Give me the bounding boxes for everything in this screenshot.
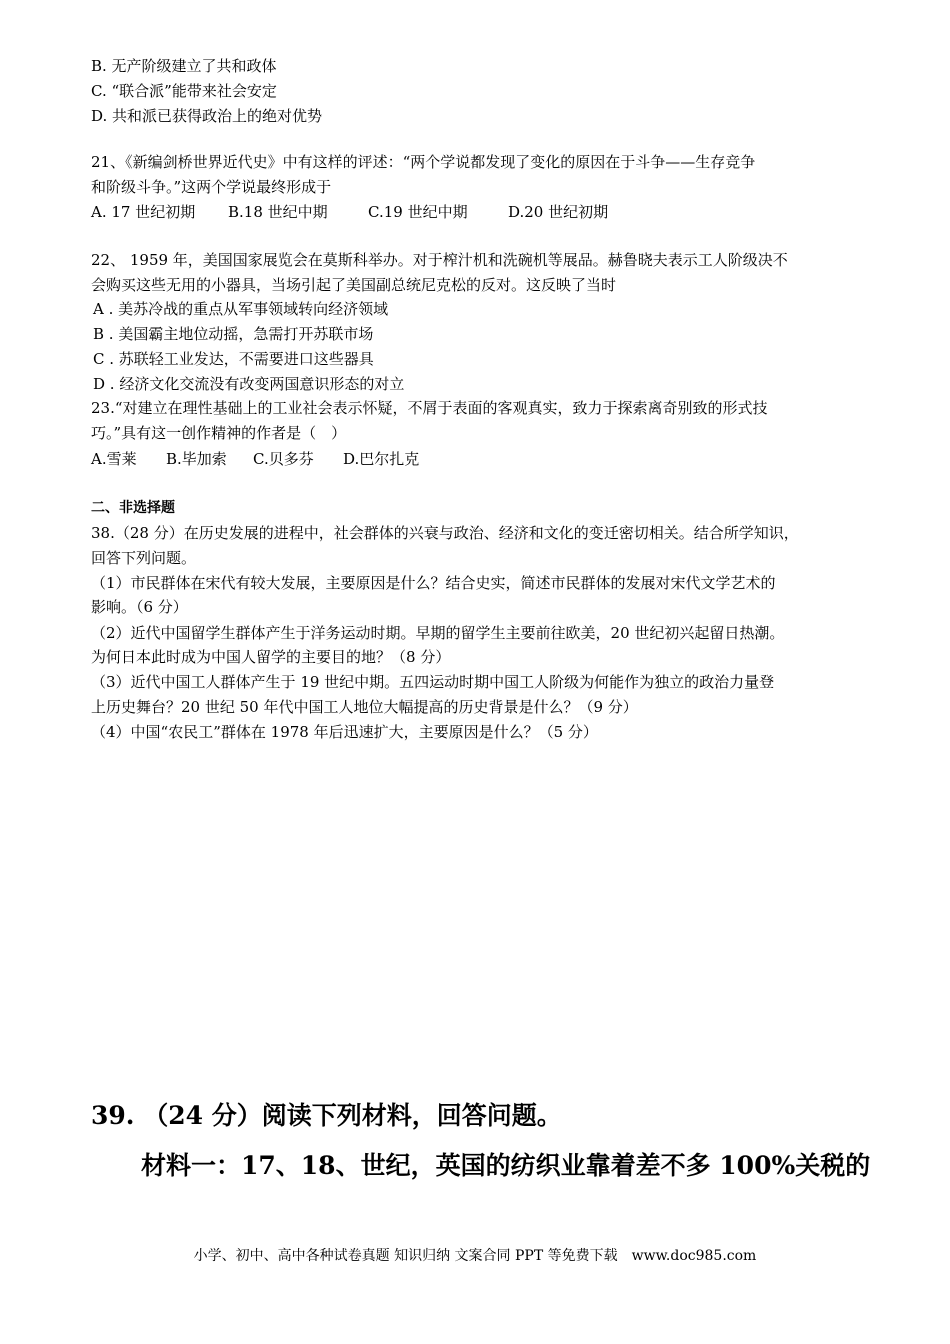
q38-part4-line1: （4）中国“农民工”群体在 1978 年后迅速扩大，主要原因是什么？（5 分） [91,723,598,741]
q20-option-b: B. 无产阶级建立了共和政体 [91,57,277,75]
q23-stem-line2: 巧。”具有这一创作精神的作者是（ ） [91,424,347,442]
q23-stem-line1: 23.“对建立在理性基础上的工业社会表示怀疑，不屑于表面的客观真实，致力于探索离奇别致的形式技 [91,399,768,417]
q21-stem-line1: 21、《新编剑桥世界近代史》中有这样的评述：“两个学说都发现了变化的原因在于斗争——生存竞争 [91,153,756,171]
q22-stem-line1: 22、 1959 年，美国国家展览会在莫斯科举办。对于榨汁机和洗碗机等展品。赫鲁晓夫表示工人阶级决不 [91,251,788,269]
q21-stem-line2: 和阶级斗争。”这两个学说最终形成于 [91,178,332,196]
q38-part3-line1: （3）近代中国工人群体产生于 19 世纪中期。五四运动时期中国工人阶级为何能作为独立的政治力量登 [91,673,775,691]
q22-stem-line2: 会购买这些无用的小器具，当场引起了美国副总统尼克松的反对。这反映了当时 [91,276,617,294]
q23-option-b: B.毕加索 [166,450,227,468]
q22-option-b: B . 美国霸主地位动摇，急需打开苏联市场 [93,325,374,343]
page-footer: 小学、初中、高中各种试卷真题 知识归纳 文案合同 PPT 等免费下载 www.doc985.com [193,1248,757,1264]
q23-option-c: C.贝多芬 [253,450,314,468]
q21-options [91,202,608,222]
q23-option-d: D.巴尔扎克 [343,450,420,468]
q38-part1-line1: （1）市民群体在宋代有较大发展，主要原因是什么？结合史实，简述市民群体的发展对宋代文学艺术的 [91,574,776,592]
q38-part3-line2: 上历史舞台？20 世纪 50 年代中国工人地位大幅提高的历史背景是什么？（9 分） [91,698,638,716]
q38-stem-line2: 回答下列问题。 [91,549,197,567]
q23-options [91,449,419,469]
q39-material1: 材料一：17、18、世纪，英国的纺织业靠着差不多 100%关税的 [141,1151,871,1180]
q38-stem-line1: 38.（28 分）在历史发展的进程中，社会群体的兴衰与政治、经济和文化的变迁密切相关。结合所学知识， [91,524,799,542]
q38-part2-line2: 为何日本此时成为中国人留学的主要目的地？（8 分） [91,648,451,666]
section-heading-non-choice: 二、非选择题 [91,500,175,516]
q23-option-a: A.雪莱 [91,450,137,468]
q22-option-c: C . 苏联轻工业发达，不需要进口这些器具 [93,350,374,368]
q20-option-c: C. “联合派”能带来社会安定 [91,82,277,100]
q21-option-c: C.19 世纪中期 [368,203,468,221]
q21-option-d: D.20 世纪初期 [508,203,609,221]
q22-option-a: A . 美苏冷战的重点从军事领域转向经济领域 [93,300,389,318]
q21-option-a: A. 17 世纪初期 [91,203,196,221]
q38-part2-line1: （2）近代中国留学生群体产生于洋务运动时期。早期的留学生主要前往欧美，20 世纪初兴起留日热潮。 [91,624,785,642]
q21-option-b: B.18 世纪中期 [228,203,328,221]
q38-part1-line2: 影响。（6 分） [91,598,188,616]
q20-option-d: D. 共和派已获得政治上的绝对优势 [91,107,323,125]
q39-heading: 39. （24 分）阅读下列材料，回答问题。 [91,1101,562,1130]
q22-option-d: D . 经济文化交流没有改变两国意识形态的对立 [93,375,405,393]
